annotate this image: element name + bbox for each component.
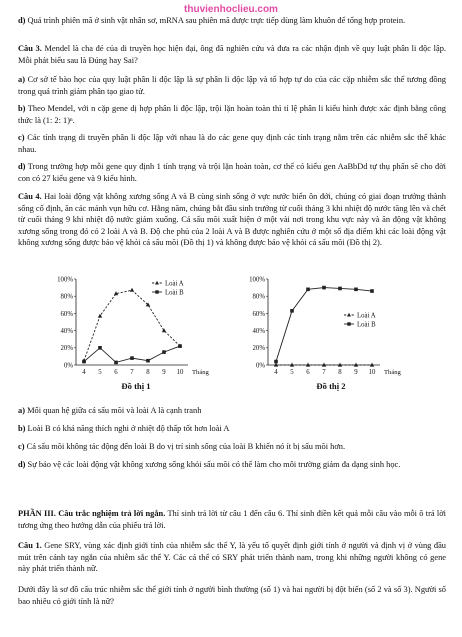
q3-statement-c: c) Các tính trạng di truyền phân li độc lập với nhau là do các gene quy định các tính trạng nằm trên các nhiễm sắc thể khác nhau.: [18, 133, 446, 154]
series-line-a: [84, 290, 180, 361]
part-3-question-1-prompt: Dưới đây là sơ đồ cấu trúc nhiễm sắc thể giới tính ở người bình thường (số 1) và hai người bị đột biến (số 2 và số 3). Người số bao nhiêu có giới tính là nữ?: [18, 585, 446, 606]
data-point-b: [370, 289, 374, 293]
statement-d-intro: d) Quá trình phiên mã ở sinh vật nhân sơ, mRNA sau phiên mã được trực tiếp dùng làm khuôn để tổng hợp protein.: [18, 16, 406, 25]
y-tick-label: 20%: [252, 345, 265, 353]
watermark: thuvienhoclieu.com: [184, 4, 278, 15]
y-tick-label: 40%: [60, 328, 73, 335]
legend-label: Loài B: [165, 289, 184, 297]
x-tick-label: 10: [368, 369, 376, 376]
y-tick-label: 100%: [249, 276, 265, 284]
data-point-b: [130, 356, 134, 360]
data-point-b: [274, 360, 278, 364]
x-tick-label: 6: [114, 369, 118, 376]
y-tick-label: 20%: [60, 345, 73, 353]
legend-marker: [155, 290, 158, 293]
chart-2-svg: [232, 271, 422, 379]
question-4: Câu 4. Hai loài động vật không xương sống A và B cùng sinh sống ở vực nước biển ôn đới, chúng có giai đoạn trưởng thành sống cố định, ăn các mảnh vụn hữu cơ. Hằng năm, chúng bắt đầu sinh trưởng từ cuối tháng 3 khi nhiệt độ nước tăng lên và chết từ cuối tháng 9 khi nhiệt độ nước giảm xuống. Cá sấu mõi xuất hiện ở một vài nơi trong khu vực này và ăn động vật không xương sống trong đó có 2 loài A và B. Độ che phủ của 2 loài A và B được nghiên cứu ở một số địa điểm khi các loài động vật không xương sống được bảo vệ khỏi cá sấu mõi (Đồ thị 1) và không được bảo vệ khỏi cá sấu mõi (Đồ thị 2).: [18, 192, 446, 248]
x-tick-label: 7: [322, 369, 326, 376]
data-point-a: [130, 288, 134, 292]
data-point-b: [178, 344, 182, 348]
q3-statement-a: a) Cơ sở tế bào học của quy luật phân li độc lập là sự phân li độc lập và tổ hợp tự do của các cặp nhiễm sắc thể tương đồng trong quá trình giảm phân tạo giao tử.: [18, 75, 446, 96]
data-point-b: [82, 360, 86, 364]
legend-label: Loài A: [165, 280, 184, 288]
x-tick-label: 5: [290, 369, 294, 376]
data-point-b: [306, 288, 310, 292]
x-tick-label: 9: [162, 369, 166, 376]
data-point-b: [98, 346, 102, 350]
part-3-question-1: Câu 1. Gene SRY, vùng xác định giới tính của nhiễm sắc thể Y, là yếu tố quyết định giới tính ở người và định vị ở vùng đầu mút trên cánh tay ngắn của nhiễm sắc thể Y. Các cá thể có SRY phát triển thành nam, trong khi những người không có gene này phát triển thành nữ.: [18, 541, 446, 574]
q3-statement-b: b) Theo Mendel, với n cặp gene dị hợp phân li độc lập, trội lặn hoàn toàn thì tỉ lệ phân li kiểu hình được xác định bằng công thức là (1: 2: 1)ⁿ.: [18, 104, 446, 125]
y-tick-label: 100%: [57, 276, 73, 284]
data-point-b: [354, 288, 358, 292]
chart-1-title: Đồ thị 1: [121, 381, 151, 391]
chart-1-svg: [40, 271, 230, 379]
x-tick-label: 5: [98, 369, 102, 376]
q4-statement-d: d) Sự bảo vệ các loài động vật không xương sống khỏi sấu mõi có thể làm cho môi trường giảm đa dạng sinh học.: [18, 460, 401, 469]
legend-marker: [347, 313, 351, 317]
x-tick-label: 8: [338, 369, 342, 376]
y-tick-label: 0%: [255, 362, 265, 370]
chart-2: [232, 271, 422, 379]
x-tick-label: 8: [146, 369, 150, 376]
q3-statement-d: d) Trong trường hợp mỗi gene quy định 1 tính trạng và trội lặn hoàn toàn, cơ thể có kiểu gen AaBbDd tự thụ phấn sẽ cho đời con có 27 kiểu gene và 9 kiểu hình.: [18, 162, 446, 183]
data-point-b: [322, 286, 326, 290]
chart-1: [40, 271, 230, 379]
data-point-b: [146, 359, 150, 363]
q4-statement-b: b) Loài B có khả năng thích nghi ở nhiệt độ thấp tốt hơn loài A: [18, 424, 230, 433]
x-tick-label: 4: [82, 369, 86, 376]
legend-marker: [347, 322, 350, 325]
x-tick-label: 10: [176, 369, 184, 376]
y-tick-label: 0%: [63, 362, 73, 370]
x-tick-label: 4: [274, 369, 278, 376]
legend-label: Loài A: [357, 312, 376, 320]
y-tick-label: 80%: [60, 293, 73, 301]
x-tick-label: 6: [306, 369, 310, 376]
q4-statement-c: c) Cá sấu mõi không tác động đến loài B do vị trí sinh sống của loài B khiến nó ít bị sấu mõi hơn.: [18, 442, 346, 451]
chart-2-title: Đồ thị 2: [316, 381, 346, 391]
data-point-b: [338, 287, 342, 291]
y-tick-label: 80%: [252, 293, 265, 301]
part-3-heading: PHẦN III. Câu trắc nghiệm trả lời ngắn. Thí sinh trả lời từ câu 1 đến câu 6. Thí sinh điền kết quả mỗi câu vào mỗi ô trả lời tương ứng theo hướng dẫn của phiếu trả lời.: [18, 509, 446, 530]
legend-marker: [155, 281, 159, 285]
y-tick-label: 60%: [60, 310, 73, 318]
legend-label: Loài B: [357, 321, 376, 329]
question-3: Câu 3. Mendel là cha đẻ của di truyền học hiện đại, ông đã nghiên cứu và đưa ra các nhận định về quy luật phân li độc lập. Mỗi phát biểu sau là Đúng hay Sai?: [18, 44, 446, 65]
data-point-b: [162, 350, 166, 354]
x-tick-label: 9: [354, 369, 358, 376]
y-tick-label: 60%: [252, 310, 265, 318]
x-axis-label: Tháng: [384, 369, 401, 376]
q4-statement-a: a) Mối quan hệ giữa cá sấu mõi và loài A là cạnh tranh: [18, 406, 202, 415]
data-point-b: [114, 361, 118, 365]
y-tick-label: 40%: [252, 328, 265, 335]
x-axis-label: Tháng: [192, 369, 209, 376]
x-tick-label: 7: [130, 369, 134, 376]
data-point-b: [290, 309, 294, 313]
